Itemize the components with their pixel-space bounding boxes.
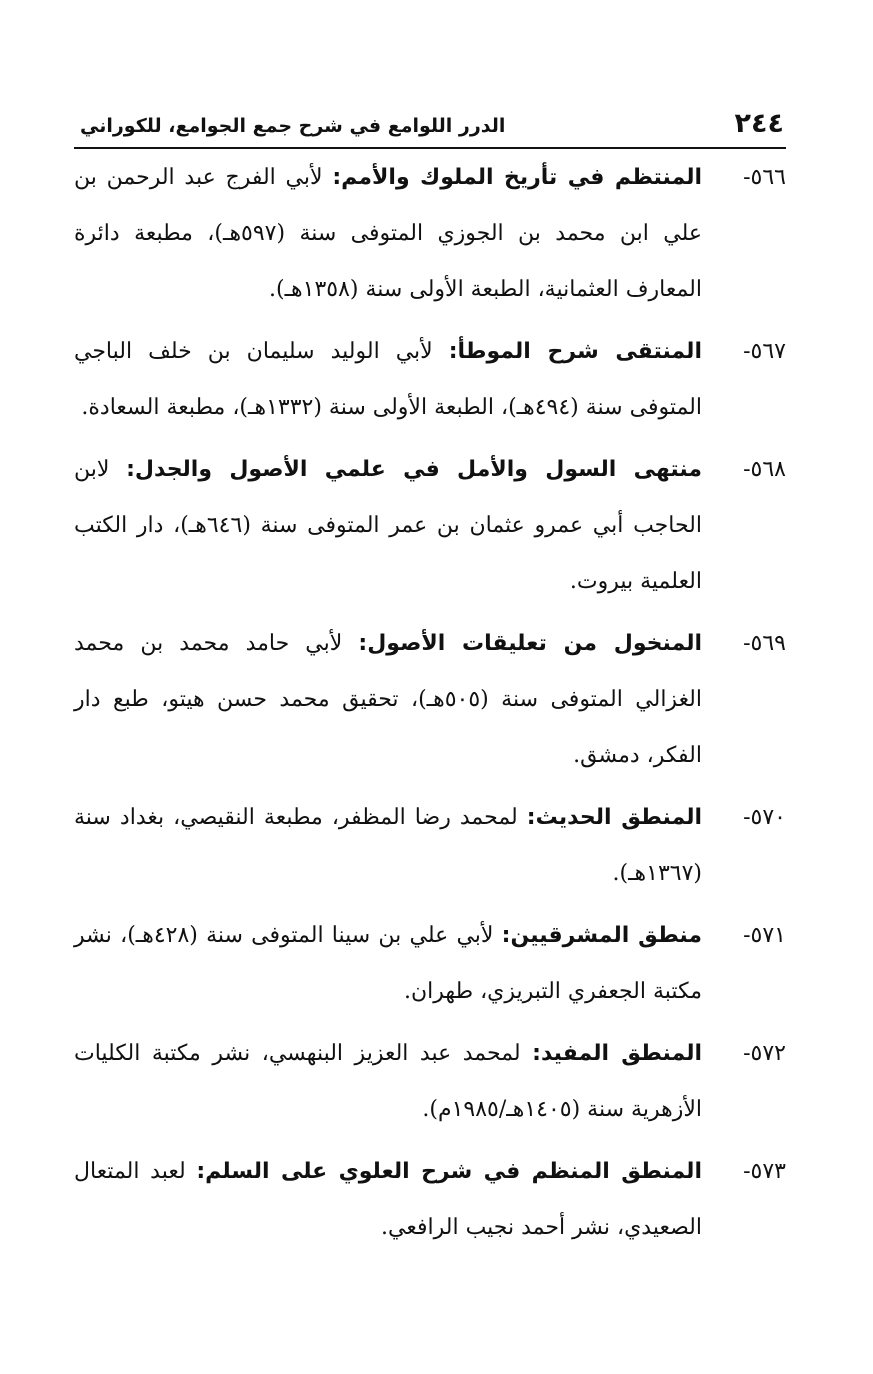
entry-number: ٥٦٩- (743, 631, 786, 656)
entry-title: المنتظم في تأريخ الملوك والأمم: (332, 165, 703, 190)
entry-number: ٥٧٠- (743, 805, 786, 830)
entry-title: منتهى السول والأمل في علمي الأصول والجدل: (126, 457, 702, 482)
entry-title: المنطق الحديث: (526, 805, 703, 830)
entry-number: ٥٦٨- (743, 457, 786, 482)
bibliography-entry (74, 150, 786, 318)
entry-details: لأبي علي بن سينا المتوفى سنة (٤٢٨هـ)، نشر مكتبة الجعفري التبريزي، طهران. (74, 923, 702, 1004)
bibliography-entry (74, 442, 786, 610)
bibliography-entry (74, 324, 786, 436)
entry-details: لابن الحاجب أبي عمرو عثمان بن عمر المتوفى سنة (٦٤٦هـ)، دار الكتب العلمية بيروت. (74, 457, 702, 594)
page-number: ٢٤٤ (734, 108, 784, 139)
bibliography-entry (74, 1144, 786, 1256)
entry-title: المنطق المنظم في شرح العلوي على السلم: (196, 1159, 702, 1184)
running-title: الدرر اللوامع في شرح جمع الجوامع، للكوراني (80, 115, 506, 137)
entry-details: لأبي الفرج عبد الرحمن بن علي ابن محمد بن الجوزي المتوفى سنة (٥٩٧هـ)، مطبعة دائرة المعارف العثمانية، الطبعة الأولى سنة (١٣٥٨هـ). (74, 165, 702, 302)
entry-number: ٥٧١- (743, 923, 786, 948)
entry-number: ٥٧٣- (743, 1159, 786, 1184)
entry-title: المنتقى شرح الموطأ: (448, 339, 702, 364)
entry-details: لمحمد عبد العزيز البنهسي، نشر مكتبة الكليات الأزهرية سنة (١٤٠٥هـ/١٩٨٥م). (74, 1041, 702, 1122)
bibliography-entry (74, 908, 786, 1020)
entry-details: لأبي الوليد سليمان بن خلف الباجي المتوفى سنة (٤٩٤هـ)، الطبعة الأولى سنة (١٣٣٢هـ)، مطبعة السعادة. (74, 339, 702, 420)
bibliography-entry (74, 616, 786, 784)
entry-title: منطق المشرقيين: (501, 923, 702, 948)
bibliography-entry (74, 790, 786, 902)
entry-title: المنخول من تعليقات الأصول: (358, 631, 702, 656)
entry-number: ٥٦٦- (743, 165, 786, 190)
running-header (74, 96, 784, 140)
entry-number: ٥٧٢- (743, 1041, 786, 1066)
entry-details: لأبي حامد محمد بن محمد الغزالي المتوفى سنة (٥٠٥هـ)، تحقيق محمد حسن هيتو، طبع دار الفكر، دمشق. (74, 631, 702, 768)
bibliography-list (74, 150, 786, 1262)
entry-details: لعبد المتعال الصعيدي، نشر أحمد نجيب الرافعي. (74, 1159, 702, 1240)
entry-number: ٥٦٧- (743, 339, 786, 364)
bibliography-entry (74, 1026, 786, 1138)
header-divider (74, 147, 786, 149)
entry-title: المنطق المفيد: (532, 1041, 703, 1066)
entry-details: لمحمد رضا المظفر، مطبعة النقيصي، بغداد سنة (١٣٦٧هـ). (74, 805, 702, 886)
